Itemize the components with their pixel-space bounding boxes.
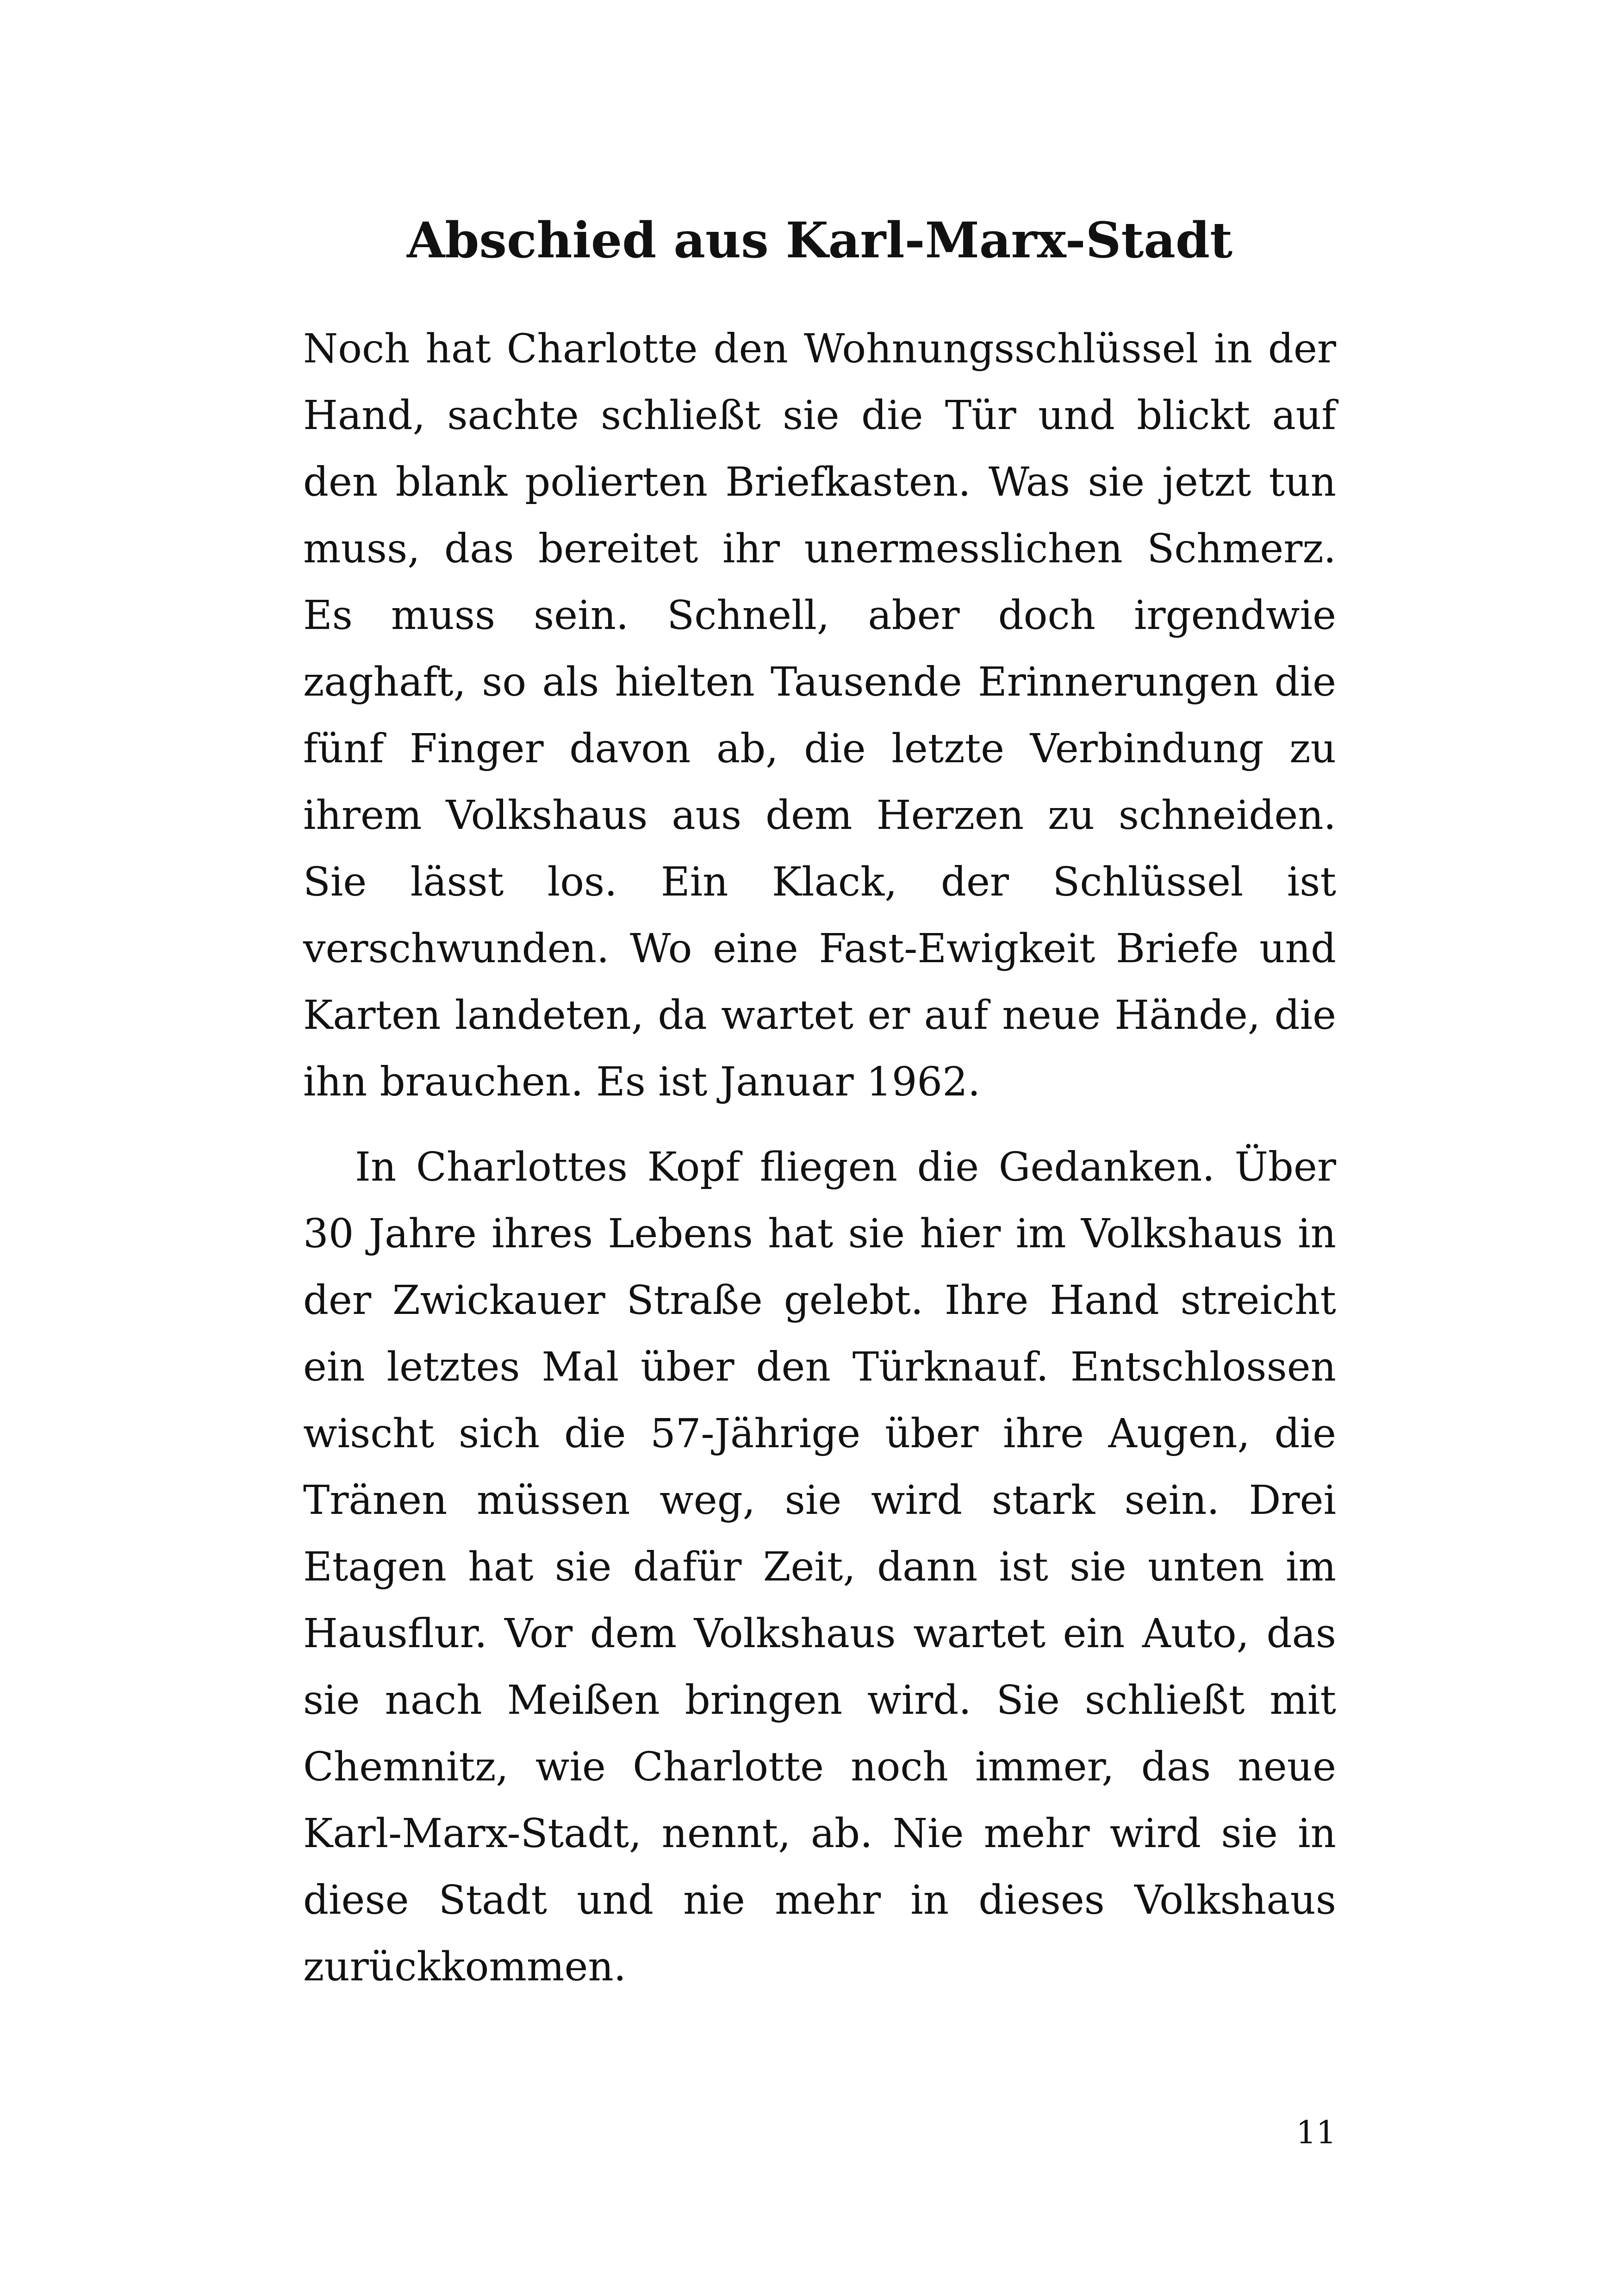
paragraph-2: In Charlottes Kopf fliegen die Gedanken. Über 30 Jahre ihres Lebens hat sie hier im Volkshaus in der Zwickauer Straße gelebt. Ihre Hand streicht ein letztes Mal über den Türknauf. Entschlossen wischt sich die 57-Jährige über ihre Augen, die Tränen müssen weg, sie wird stark sein. Drei Etagen hat sie dafür Zeit, dann ist sie unten im Hausflur. Vor dem Volkshaus wartet ein Auto, das sie nach Meißen bringen wird. Sie schließt mit Chemnitz, wie Charlotte noch immer, das neue Karl-Marx-Stadt, nennt, ab. Nie mehr wird sie in diese Stadt und nie mehr in dieses Volkshaus zurückkommen. bbox=[303, 1144, 1336, 1990]
chapter-body bbox=[303, 316, 1336, 2000]
page-number: 11 bbox=[1296, 2115, 1336, 2151]
chapter-title: Abschied aus Karl-Marx-Stadt bbox=[406, 211, 1233, 269]
paragraph-1: Noch hat Charlotte den Wohnungsschlüssel in der Hand, sachte schließt sie die Tür und blickt auf den blank polierten Briefkasten. Was sie jetzt tun muss, das bereitet ihr unermesslichen Schmerz. Es muss sein. Schnell, aber doch irgendwie zaghaft, so als hielten Tausende Erinnerungen die fünf Finger davon ab, die letzte Verbindung zu ihrem Volkshaus aus dem Herzen zu schneiden. Sie lässt los. Ein Klack, der Schlüssel ist verschwunden. Wo eine Fast-Ewigkeit Briefe und Karten landeten, da wartet er auf neue Hände, die ihn brauchen. Es ist Januar 1962. bbox=[303, 326, 1336, 1105]
